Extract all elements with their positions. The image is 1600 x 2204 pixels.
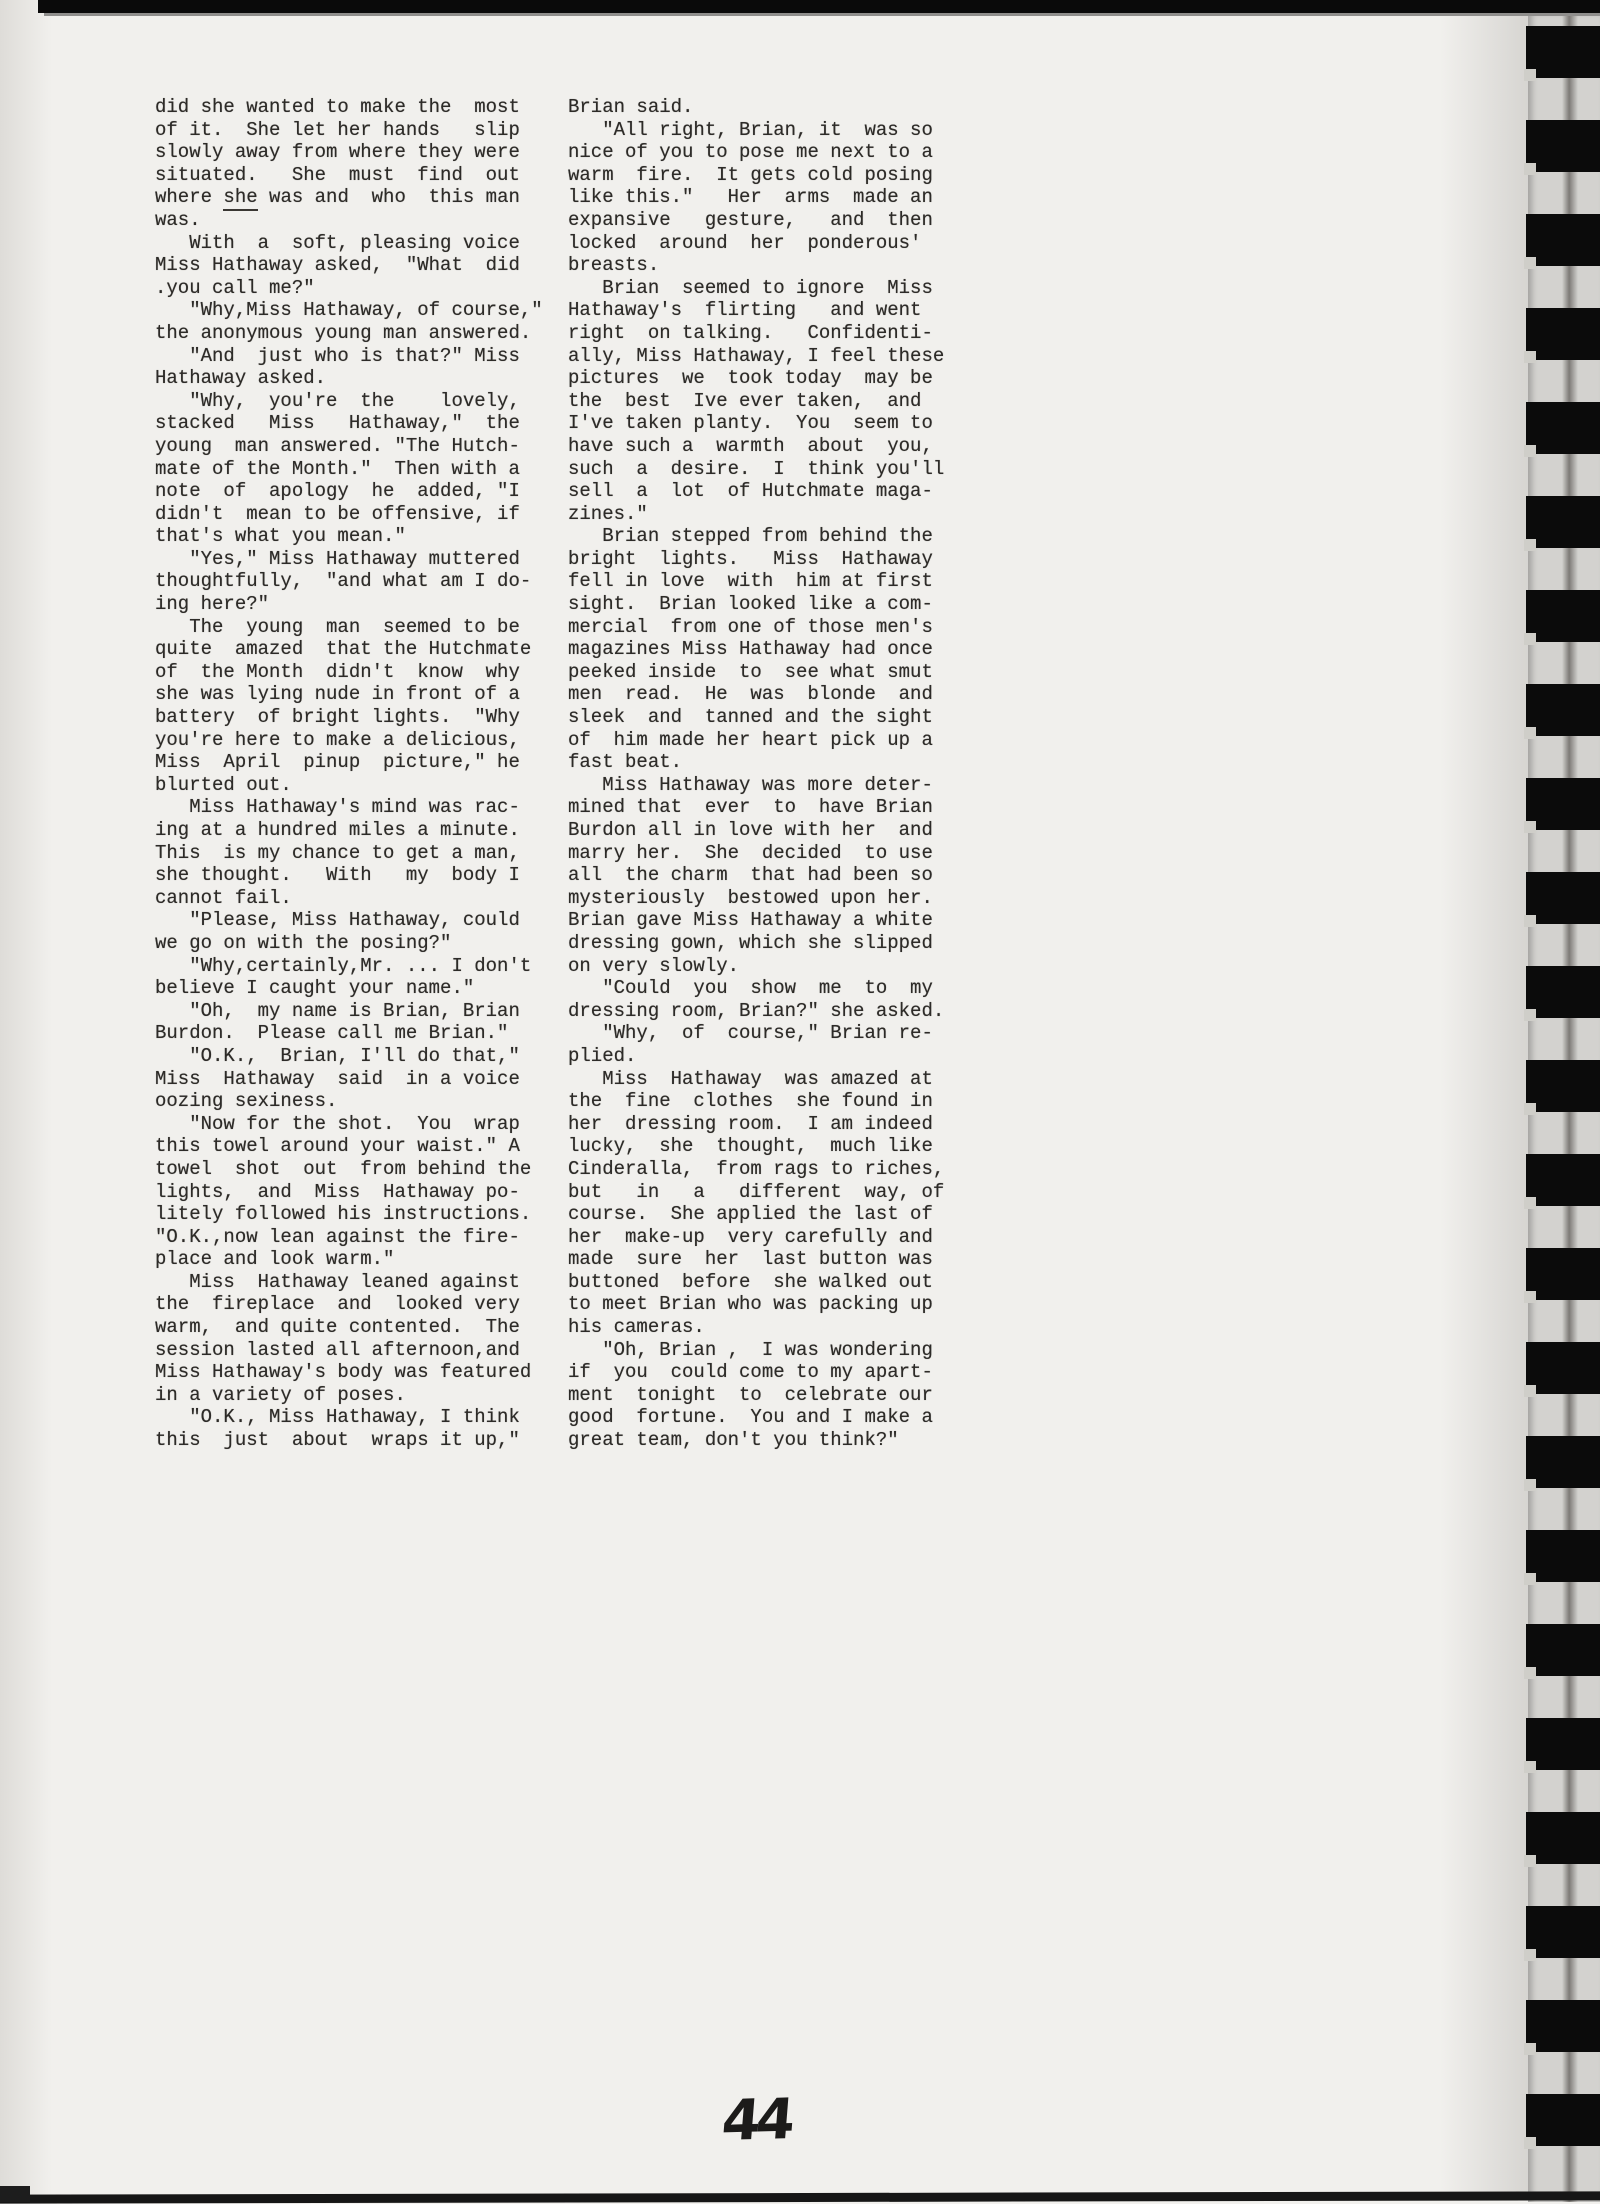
text-line: oozing sexiness. [155,1090,338,1113]
text-line: Miss Hathaway was amazed at [568,1067,933,1090]
text-line: Brian gave Miss Hathaway a white [568,909,933,932]
binding-tooth [1526,966,1600,1018]
text-line: Miss Hathaway asked, "What did [155,254,520,277]
text-line: like this." Her arms made an [568,186,933,209]
text-line: this just about wraps it up," [155,1429,520,1452]
text-line: mined that ever to have Brian [568,796,933,819]
page-left-edge-shade [0,0,52,2202]
text-line: Miss April pinup picture," he [155,751,520,774]
text-line: didn't mean to be offensive, if [155,502,520,525]
binding-tooth [1526,1342,1600,1394]
binding-tooth [1526,1154,1600,1206]
scan-top-edge-line [44,13,1600,16]
text-line: The young man seemed to be [155,615,520,638]
binding-tooth [1526,1718,1600,1770]
text-line: "Why,certainly,Mr. ... I don't [155,954,532,977]
text-line: fell in love with him at first [568,570,933,593]
text-line: zines." [568,502,648,525]
text-line: but in a different way, of [568,1180,945,1203]
text-line: Burdon all in love with her and [568,819,933,841]
text-line: mate of the Month." Then with a [155,457,520,480]
scan-top-edge [38,0,1600,13]
text-line: was. [155,208,201,231]
text-line: young man answered. "The Hutch- [155,434,520,457]
text-line: that's what you mean." [155,525,406,548]
text-line: Miss Hathaway said in a voice [155,1067,520,1090]
text-line: pictures we took today may be [568,367,933,390]
text-line: battery of bright lights. "Why [155,706,520,729]
text-line: locked around her ponderous' [568,231,922,254]
text-line: "And just who is that?" Miss [155,344,520,367]
binding-tooth [1526,1906,1600,1958]
text-line: lucky, she thought, much like [568,1135,933,1158]
text-line: right on talking. Confidenti- [568,321,933,344]
text-line: litely followed his instructions. [155,1203,532,1226]
text-line: dressing gown, which she slipped [568,931,933,954]
text-line: ally, Miss Hathaway, I feel these [568,344,945,367]
text-line: mysteriously bestowed upon her. [568,886,933,909]
text-line: sight. Brian looked like a com- [568,593,933,616]
text-line: "Oh, Brian , I was wondering [568,1338,933,1361]
text-line: she was lying nude in front of a [155,683,520,706]
text-line: mercial from one of those men's [568,615,933,638]
page-right-shadow [1440,13,1530,2196]
binding-tooth [1526,214,1600,266]
text-line: peeked inside to see what smut [568,660,933,683]
text-line: "O.K., Miss Hathaway, I think [155,1406,520,1429]
text-line: note of apology he added, "I [155,480,520,503]
text-line: nice of you to pose me next to a [568,141,933,164]
text-line: place and look warm." [155,1248,395,1271]
text-line: expansive gesture, and then [568,208,933,231]
binding-tooth [1526,120,1600,172]
binding-tooth [1526,590,1600,642]
text-line: "Oh, my name is Brian, Brian [155,999,520,1022]
text-line: of him made her heart pick up a [568,728,933,751]
binding-teeth [1522,26,1600,2146]
text-line: sell a lot of Hutchmate maga- [568,480,933,503]
text-line: the fine clothes she found in [568,1090,933,1113]
text-line: "Why,Miss Hathaway, of course," [155,299,543,322]
binding-tooth [1526,1248,1600,1300]
text-line: "Could you show me to my [568,977,933,1000]
text-line: stacked Miss Hathaway," the [155,412,520,435]
binding-tooth [1526,2000,1600,2052]
text-line: on very slowly. [568,954,740,977]
text-line: fast beat. [568,751,683,774]
text-line: Hathaway asked. [155,367,327,390]
binding-tooth [1526,1530,1600,1582]
text-line: .you call me?" [155,276,315,299]
binding-tooth [1526,872,1600,924]
text-line: Brian seemed to ignore Miss [568,276,933,299]
text-line: Miss Hathaway leaned against [155,1270,520,1293]
text-line: "Why, of course," Brian re- [568,1022,933,1045]
text-line: have such a warmth about you, [568,434,933,457]
text-line: her dressing room. I am indeed [568,1112,933,1135]
text-line: buttoned before she walked out [568,1270,933,1293]
binding-tooth [1526,308,1600,360]
text-line: dressing room, Brian?" she asked. [568,999,945,1022]
binding-tooth [1526,26,1600,78]
text-line: Hathaway's flirting and went [568,299,922,322]
text-line: thoughtfully, "and what am I do- [155,570,532,593]
text-line: ing here?" [155,593,270,616]
text-line: "Now for the shot. You wrap [155,1112,520,1135]
text-line: Brian stepped from behind the [568,525,933,548]
text-line: the anonymous young man answered. [155,321,532,344]
binding-tooth [1526,1436,1600,1488]
text-line: breasts. [568,254,660,277]
text-line: I've taken planty. You seem to [568,412,933,435]
text-line: cannot fail. [155,886,292,909]
text-line: where she was and who this man [155,186,543,209]
text-line: "Why, you're the lovely, [155,389,520,412]
text-line: great team, don't you think?" [568,1429,899,1452]
text-line: if you could come to my apart- [568,1361,933,1384]
text-line: slowly away from where they were [155,141,520,164]
text-line: situated. She must find out [155,163,520,186]
binding-tooth [1526,684,1600,736]
text-line: we go on with the posing?" [155,931,452,954]
text-line: she thought. With my body I [155,864,520,887]
text-line: "Please, Miss Hathaway, could [155,909,520,932]
left-column [155,96,543,1452]
right-column [568,96,944,1452]
text-line: plied. [568,1044,637,1067]
text-line: With a soft, pleasing voice [155,231,520,254]
text-line: lights, and Miss Hathaway po- [155,1180,520,1203]
text-line: quite amazed that the Hutchmate [155,638,532,661]
text-line: This is my chance to get a man, [155,841,520,864]
text-line: the fireplace and looked very [155,1293,520,1316]
text-line: his cameras. [568,1316,705,1339]
binding-tooth [1526,1624,1600,1676]
text-line: Cinderalla, from rags to riches, [568,1157,945,1180]
text-line: in a variety of poses. [155,1383,406,1406]
text-line: bright lights. Miss Hathaway [568,547,933,570]
text-line: towel shot out from behind the [155,1157,532,1180]
binding-tooth [1526,1812,1600,1864]
text-line: warm, and quite contented. The [155,1316,520,1339]
text-line: ment tonight to celebrate our [568,1383,933,1406]
text-line: such a desire. I think you'll [568,457,945,480]
text-line: Miss Hathaway's mind was rac- [155,796,520,819]
page-number: 44 [719,2087,793,2154]
text-line: men read. He was blonde and [568,683,933,706]
text-line: of it. She let her hands slip [155,118,520,141]
text-line: blurted out. [155,773,292,796]
text-line: "Yes," Miss Hathaway muttered [155,547,520,570]
text-line: "All right, Brian, it was so [568,118,933,141]
text-line: "O.K., Brian, I'll do that," [155,1044,520,1067]
text-line: the best Ive ever taken, and [568,389,922,412]
text-line: to meet Brian who was packing up [568,1293,933,1316]
text-line: magazines Miss Hathaway had once [568,638,933,661]
binding-tooth [1526,2094,1600,2146]
scan-bottom-corner [0,2186,30,2202]
text-line: of the Month didn't know why [155,660,520,683]
text-line: good fortune. You and I make a [568,1406,933,1429]
text-line: marry her. She decided to use [568,841,933,864]
binding-tooth [1526,402,1600,454]
text-line: Miss Hathaway was more deter- [568,773,933,796]
text-line: you're here to make a delicious, [155,728,520,751]
text-line: believe I caught your name." [155,977,475,1000]
text-line: session lasted all afternoon,and [155,1338,520,1361]
text-line: did she wanted to make the most [155,96,520,118]
text-line: this towel around your waist." A [155,1135,520,1158]
text-line: Brian said. [568,96,694,118]
binding-tooth [1526,778,1600,830]
text-line: Burdon. Please call me Brian." [155,1022,509,1045]
text-line: warm fire. It gets cold posing [568,163,933,186]
text-line: made sure her last button was [568,1248,933,1271]
text-line: Miss Hathaway's body was featured [155,1361,532,1384]
binding-tooth [1526,1060,1600,1112]
text-line: course. She applied the last of [568,1203,933,1226]
text-line: her make-up very carefully and [568,1225,933,1248]
text-line: ing at a hundred miles a minute. [155,819,520,841]
binding-tooth [1526,496,1600,548]
text-line: sleek and tanned and the sight [568,706,933,729]
text-line: "O.K.,now lean against the fire- [155,1225,520,1248]
text-line: all the charm that had been so [568,864,933,887]
